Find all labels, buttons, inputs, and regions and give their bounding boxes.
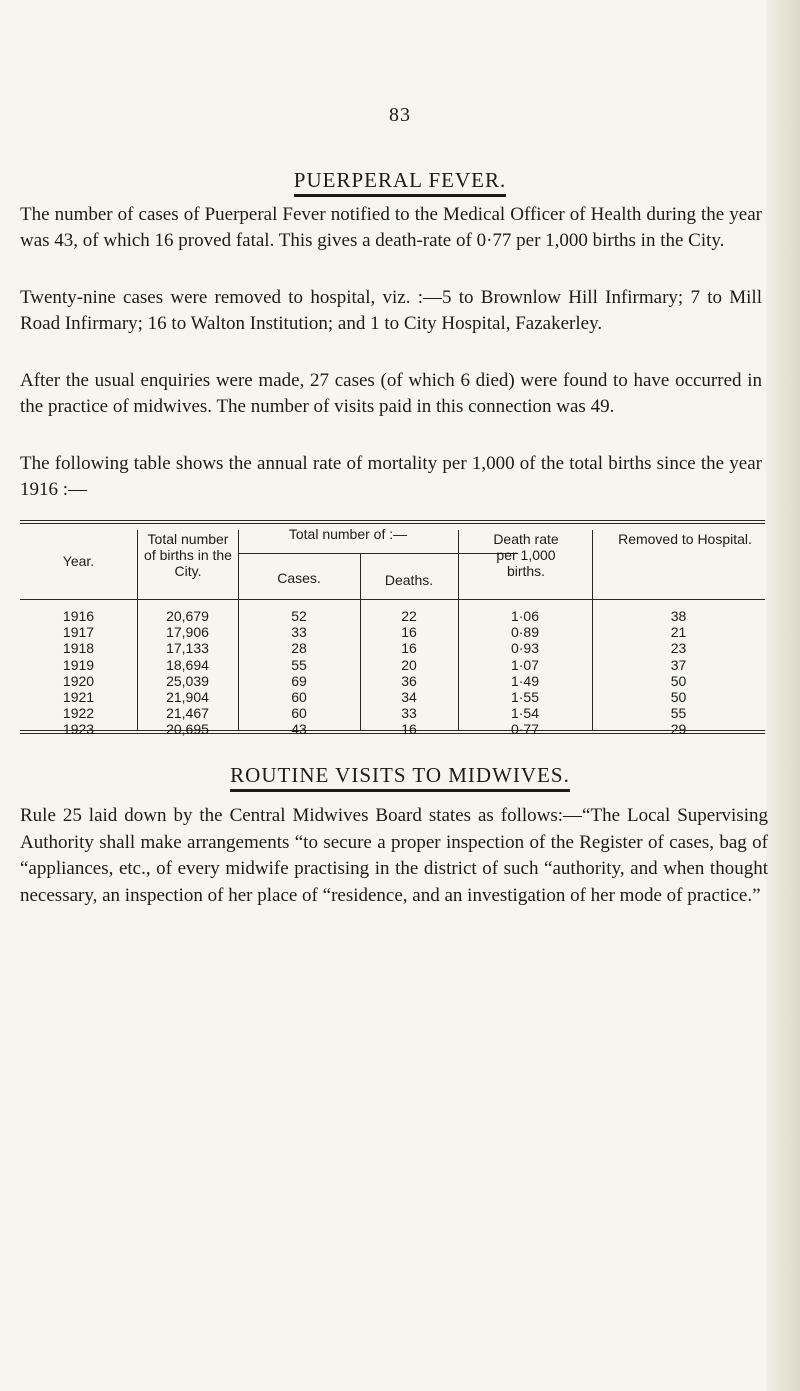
cell-cases: 28 <box>291 640 307 657</box>
paragraph-rule-25: Rule 25 laid down by the Central Midwives Board states as follows:—“The Local Supervising Authority shall make arrangements “to secure a proper inspection of the Register of cases, bag of “appliances, etc., of every midwife practising in the district of such “authority, and when thought necessary, an inspection of her place of “residence, and an investigation of her mode of practice.” <box>20 805 768 906</box>
cell-deaths: 33 <box>401 705 417 722</box>
cell-births: 20,679 <box>166 608 209 624</box>
cell-cases: 33 <box>291 624 307 641</box>
cell-births: 21,467 <box>166 705 209 722</box>
cell-removed: 38 <box>670 608 687 624</box>
paragraph-midwife-cases: After the usual enquiries were made, 27 cases (of which 6 died) were found to have occurred in the practice of midwives. The number of visits paid in this connection was 49. <box>20 370 762 417</box>
header-death-rate: Death rate per 1,000 births. <box>493 531 559 579</box>
cell-births: 20,695 <box>166 721 209 738</box>
cell-births: 25,039 <box>166 672 209 689</box>
header-births: Total number of births in the City. <box>144 531 232 579</box>
cell-year: 1920 <box>62 672 95 689</box>
cell-removed: 55 <box>670 705 687 722</box>
cell-deaths: 16 <box>401 624 417 641</box>
page-edge-shadow <box>766 0 800 1391</box>
cell-death-rate: 0·89 <box>510 624 540 641</box>
cell-births: 17,906 <box>166 624 209 641</box>
cell-deaths: 16 <box>401 640 417 657</box>
cell-removed: 50 <box>670 672 687 689</box>
cell-cases: 55 <box>291 656 307 673</box>
cell-cases: 60 <box>291 705 307 722</box>
cell-deaths: 16 <box>401 721 417 738</box>
mortality-table <box>20 520 765 738</box>
cell-death-rate: 1·55 <box>510 689 540 705</box>
cell-deaths: 36 <box>401 672 417 689</box>
cell-death-rate: 1·06 <box>510 608 540 624</box>
cell-death-rate: 1·49 <box>510 672 540 689</box>
header-deaths: Deaths. <box>384 572 434 588</box>
cell-removed: 50 <box>670 689 687 705</box>
cell-cases: 69 <box>291 672 307 689</box>
cell-death-rate: 1·07 <box>510 656 540 673</box>
section-heading-routine-visits: ROUTINE VISITS TO MIDWIVES. <box>0 763 800 788</box>
cell-year: 1923 <box>62 721 95 738</box>
section-heading-puerperal-fever: PUERPERAL FEVER. <box>0 168 800 193</box>
paragraph-hospital-removals: Twenty-nine cases were removed to hospital, viz. :—5 to Brownlow Hill Infirmary; 7 to Mill Road Infirmary; 16 to Walton Institution; and 1 to City Hospital, Fazakerley. <box>20 287 762 334</box>
cell-year: 1919 <box>62 656 95 673</box>
cell-year: 1921 <box>62 689 95 705</box>
cell-cases: 52 <box>291 608 307 624</box>
cell-removed: 23 <box>670 640 687 657</box>
table-top-rule-double <box>20 523 765 524</box>
cell-year: 1918 <box>62 640 95 657</box>
cell-cases: 43 <box>291 721 307 738</box>
cell-deaths: 22 <box>401 608 417 624</box>
cell-deaths: 20 <box>401 656 417 673</box>
cell-removed: 37 <box>670 656 687 673</box>
cell-births: 18,694 <box>166 656 209 673</box>
cell-death-rate: 1·54 <box>510 705 540 722</box>
header-total-number: Total number of :— <box>288 526 408 542</box>
page-number: 83 <box>389 104 411 126</box>
cell-year: 1922 <box>62 705 95 722</box>
header-removed: Removed to Hospital. <box>618 531 752 547</box>
cell-removed: 29 <box>670 721 687 738</box>
header-cases: Cases. <box>277 570 321 586</box>
paragraph-table-intro: The following table shows the annual rate of mortality per 1,000 of the total births since the year 1916 :— <box>20 453 762 500</box>
header-year: Year. <box>62 553 95 569</box>
cell-births: 21,904 <box>166 689 209 705</box>
cell-removed: 21 <box>670 624 687 641</box>
table-header-rule <box>20 599 765 600</box>
cell-death-rate: 0·77 <box>510 721 540 738</box>
table-top-rule <box>20 520 765 521</box>
cell-deaths: 34 <box>401 689 417 705</box>
cell-births: 17,133 <box>166 640 209 657</box>
paragraph-notifications: The number of cases of Puerperal Fever notified to the Medical Officer of Health during the year was 43, of which 16 proved fatal. This gives a death-rate of 0·77 per 1,000 births in the City. <box>20 204 762 251</box>
cell-year: 1916 <box>62 608 95 624</box>
cell-cases: 60 <box>291 689 307 705</box>
cell-year: 1917 <box>62 624 95 641</box>
subheader-rule <box>238 553 518 554</box>
cell-death-rate: 0·93 <box>510 640 540 657</box>
